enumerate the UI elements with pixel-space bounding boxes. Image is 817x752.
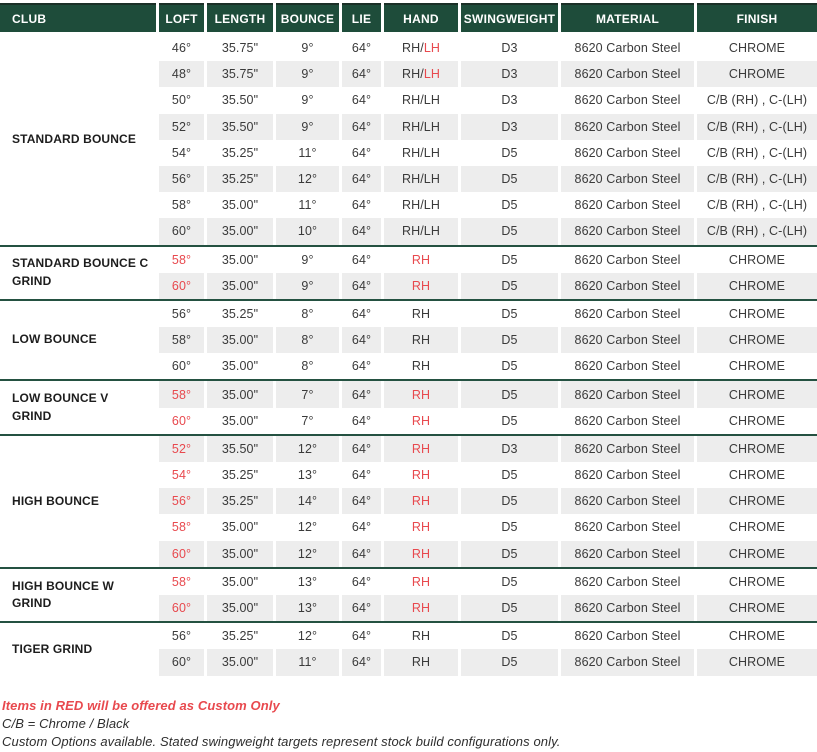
note: Items in RED will be offered as Custom Only	[2, 697, 280, 713]
section-rows	[159, 381, 817, 433]
note: C/B = Chrome / Black	[2, 715, 130, 731]
cell-swingweight: D5	[501, 198, 518, 213]
cell-material: 8620 Carbon Steel	[574, 41, 681, 56]
cell-finish: C/B (RH) , C-(LH)	[697, 114, 817, 140]
cell-lie: 64°	[342, 166, 381, 192]
cell-bounce: 12°	[297, 520, 318, 535]
cell-loft: 54°	[171, 468, 192, 483]
cell-length: 35.00"	[221, 413, 259, 428]
cell-hand: RH/LH	[384, 166, 458, 192]
cell-length: 35.25"	[221, 145, 259, 160]
cell-swingweight: D5	[461, 327, 558, 353]
cell-swingweight: D5	[461, 649, 558, 675]
club-cell: HIGH BOUNCE W GRIND	[12, 578, 114, 610]
section-high-bounce-w-grind	[0, 569, 817, 621]
cell-hand: RH	[384, 595, 458, 621]
cell-material: 8620 Carbon Steel	[574, 629, 681, 644]
cell-lie: 64°	[342, 436, 381, 462]
section-rows	[159, 35, 817, 245]
table-header-row	[0, 3, 817, 32]
cell-lie: 64°	[351, 359, 372, 374]
cell-hand: RH	[384, 273, 458, 299]
cell-material: 8620 Carbon Steel	[561, 595, 694, 621]
cell-hand: RH	[411, 306, 431, 321]
cell-length: 35.00"	[207, 595, 273, 621]
cell-lie: 64°	[342, 488, 381, 514]
cell-material: 8620 Carbon Steel	[574, 198, 681, 213]
cell-length: 35.25"	[221, 468, 259, 483]
cell-loft: 46°	[171, 41, 192, 56]
spec-row	[159, 514, 817, 540]
cell-material: 8620 Carbon Steel	[561, 488, 694, 514]
cell-hand: RH	[411, 413, 431, 428]
cell-swingweight: D5	[501, 574, 518, 589]
hand-lh-text: LH	[423, 41, 440, 56]
cell-bounce: 14°	[276, 488, 339, 514]
section-rows	[159, 569, 817, 621]
cell-finish: CHROME	[728, 468, 786, 483]
cell-swingweight: D5	[501, 252, 518, 267]
header-cell-hand: HAND	[384, 3, 458, 32]
cell-lie: 64°	[342, 541, 381, 567]
cell-lie: 64°	[351, 306, 372, 321]
cell-lie: 64°	[342, 114, 381, 140]
cell-hand: RH	[411, 574, 431, 589]
club-cell: LOW BOUNCE	[12, 332, 97, 347]
cell-length: 35.25"	[221, 306, 259, 321]
cell-lie: 64°	[342, 381, 381, 407]
header-cell-swingweight: SWINGWEIGHT	[461, 3, 558, 32]
cell-swingweight: D5	[461, 273, 558, 299]
cell-bounce: 8°	[301, 306, 314, 321]
header-cell-loft: LOFT	[159, 3, 204, 32]
cell-hand: RH	[411, 359, 431, 374]
cell-loft: 52°	[159, 114, 204, 140]
cell-material: 8620 Carbon Steel	[561, 218, 694, 244]
cell-swingweight: D3	[461, 61, 558, 87]
cell-material: 8620 Carbon Steel	[574, 574, 681, 589]
cell-loft: 58°	[171, 574, 192, 589]
cell-length: 35.00"	[207, 381, 273, 407]
cell-swingweight: D5	[461, 218, 558, 244]
cell-bounce: 13°	[276, 595, 339, 621]
header-cell-finish: FINISH	[697, 3, 817, 32]
cell-loft: 60°	[159, 649, 204, 675]
cell-loft: 58°	[171, 252, 192, 267]
cell-finish: CHROME	[697, 381, 817, 407]
cell-lie: 64°	[342, 649, 381, 675]
cell-finish: C/B (RH) , C-(LH)	[697, 218, 817, 244]
cell-material: 8620 Carbon Steel	[561, 649, 694, 675]
spec-row	[159, 541, 817, 567]
cell-hand: RH/LH	[401, 145, 440, 160]
cell-finish: CHROME	[728, 574, 786, 589]
section-tiger-grind	[0, 623, 817, 675]
spec-row	[159, 381, 817, 407]
cell-material: 8620 Carbon Steel	[561, 114, 694, 140]
cell-finish: CHROME	[728, 520, 786, 535]
cell-material: 8620 Carbon Steel	[574, 413, 681, 428]
cell-loft: 58°	[159, 327, 204, 353]
cell-hand: RH	[411, 520, 431, 535]
cell-finish: CHROME	[697, 595, 817, 621]
cell-swingweight: D3	[501, 41, 518, 56]
cell-material: 8620 Carbon Steel	[561, 381, 694, 407]
cell-finish: CHROME	[728, 413, 786, 428]
hand-rh-text: RH/	[401, 67, 424, 82]
cell-material: 8620 Carbon Steel	[574, 520, 681, 535]
section-rows	[159, 623, 817, 675]
club-cell: TIGER GRIND	[12, 641, 93, 656]
cell-loft: 60°	[159, 218, 204, 244]
spec-row	[159, 140, 817, 166]
cell-bounce: 12°	[276, 436, 339, 462]
cell-finish: CHROME	[697, 436, 817, 462]
cell-swingweight: D5	[461, 381, 558, 407]
cell-loft: 60°	[159, 541, 204, 567]
cell-finish: CHROME	[728, 306, 786, 321]
cell-hand: RH/LH	[384, 218, 458, 244]
cell-bounce: 9°	[276, 61, 339, 87]
cell-bounce: 11°	[298, 198, 317, 213]
cell-lie: 64°	[351, 574, 372, 589]
cell-finish: CHROME	[697, 488, 817, 514]
cell-bounce: 9°	[301, 93, 314, 108]
cell-length: 35.00"	[207, 541, 273, 567]
cell-bounce: 11°	[276, 649, 339, 675]
cell-length: 35.00"	[221, 574, 259, 589]
table-body	[0, 35, 817, 676]
cell-finish: C/B (RH) , C-(LH)	[706, 93, 808, 108]
cell-length: 35.00"	[221, 520, 259, 535]
hand-rh-text: RH/	[401, 41, 424, 56]
cell-lie: 64°	[351, 93, 372, 108]
cell-hand: RH	[411, 629, 431, 644]
cell-hand: RH	[411, 468, 431, 483]
cell-loft: 56°	[171, 306, 192, 321]
section-low-bounce	[0, 301, 817, 380]
cell-swingweight: D5	[501, 520, 518, 535]
cell-bounce: 12°	[276, 541, 339, 567]
cell-length: 35.00"	[207, 327, 273, 353]
cell-loft: 58°	[171, 520, 192, 535]
cell-loft: 60°	[171, 413, 192, 428]
cell-length: 35.00"	[221, 359, 259, 374]
cell-lie: 64°	[351, 198, 372, 213]
cell-swingweight: D5	[501, 413, 518, 428]
cell-material: 8620 Carbon Steel	[574, 359, 681, 374]
cell-hand: RH	[384, 327, 458, 353]
header-cell-material: MATERIAL	[561, 3, 694, 32]
section-standard-bounce	[0, 35, 817, 245]
cell-hand: RH/LH	[401, 198, 440, 213]
cell-finish: CHROME	[697, 649, 817, 675]
cell-hand: RH	[384, 649, 458, 675]
cell-bounce: 10°	[276, 218, 339, 244]
header-cell-length: LENGTH	[207, 3, 273, 32]
cell-swingweight: D5	[501, 468, 518, 483]
cell-lie: 64°	[351, 145, 372, 160]
cell-loft: 48°	[159, 61, 204, 87]
cell-material: 8620 Carbon Steel	[561, 273, 694, 299]
cell-material: 8620 Carbon Steel	[561, 61, 694, 87]
cell-loft: 52°	[159, 436, 204, 462]
section-high-bounce	[0, 436, 817, 567]
cell-finish: CHROME	[697, 273, 817, 299]
section-rows	[159, 436, 817, 567]
cell-loft: 56°	[171, 629, 192, 644]
cell-lie: 64°	[342, 218, 381, 244]
spec-row	[159, 273, 817, 299]
cell-bounce: 11°	[298, 145, 317, 160]
club-cell: STANDARD BOUNCE	[12, 132, 137, 147]
cell-lie: 64°	[351, 520, 372, 535]
cell-swingweight: D5	[501, 629, 518, 644]
note: Custom Options available. Stated swingweight targets represent stock build configurations only.	[2, 734, 561, 750]
club-cell: HIGH BOUNCE	[12, 493, 99, 508]
cell-swingweight: D5	[461, 488, 558, 514]
club-cell: LOW BOUNCE V GRIND	[12, 391, 109, 423]
spec-row	[159, 408, 817, 434]
cell-finish: CHROME	[697, 327, 817, 353]
cell-lie: 64°	[351, 413, 372, 428]
cell-loft: 58°	[171, 198, 192, 213]
cell-length: 35.25"	[221, 629, 259, 644]
cell-bounce: 13°	[297, 574, 318, 589]
section-rows	[159, 301, 817, 380]
club-cell: STANDARD BOUNCE C GRIND	[12, 256, 149, 288]
cell-lie: 64°	[351, 41, 372, 56]
cell-material: 8620 Carbon Steel	[574, 93, 681, 108]
spec-row	[159, 623, 817, 649]
cell-bounce: 9°	[276, 273, 339, 299]
cell-bounce: 8°	[276, 327, 339, 353]
cell-swingweight: D3	[501, 93, 518, 108]
cell-hand: RH/LH	[401, 93, 440, 108]
cell-material: 8620 Carbon Steel	[561, 327, 694, 353]
cell-finish: C/B (RH) , C-(LH)	[697, 166, 817, 192]
cell-hand: RH	[384, 436, 458, 462]
section-standard-bounce-c-grind	[0, 247, 817, 299]
spec-row	[159, 247, 817, 273]
cell-finish: C/B (RH) , C-(LH)	[706, 198, 808, 213]
cell-lie: 64°	[342, 273, 381, 299]
cell-swingweight: D5	[461, 595, 558, 621]
cell-length: 35.75"	[207, 61, 273, 87]
cell-finish: CHROME	[728, 629, 786, 644]
cell-length: 35.50"	[207, 114, 273, 140]
cell-bounce: 7°	[301, 413, 314, 428]
cell-length: 35.00"	[207, 273, 273, 299]
spec-row	[159, 61, 817, 87]
cell-length: 35.50"	[207, 436, 273, 462]
cell-bounce: 9°	[301, 41, 314, 56]
spec-row	[159, 488, 817, 514]
spec-row	[159, 114, 817, 140]
cell-finish: CHROME	[697, 61, 817, 87]
cell-bounce: 12°	[297, 629, 318, 644]
header-cell-lie: LIE	[342, 3, 381, 32]
cell-bounce: 12°	[276, 166, 339, 192]
footnotes	[0, 697, 817, 752]
spec-row	[159, 569, 817, 595]
cell-material: 8620 Carbon Steel	[561, 541, 694, 567]
spec-row	[159, 218, 817, 244]
cell-loft: 60°	[159, 595, 204, 621]
cell-hand	[384, 61, 458, 87]
cell-length: 35.75"	[221, 41, 259, 56]
cell-finish: CHROME	[728, 359, 786, 374]
section-low-bounce-v-grind	[0, 381, 817, 433]
cell-length: 35.25"	[207, 488, 273, 514]
cell-material: 8620 Carbon Steel	[574, 306, 681, 321]
cell-length: 35.00"	[207, 649, 273, 675]
header-cell-bounce: BOUNCE	[276, 3, 339, 32]
cell-material: 8620 Carbon Steel	[561, 436, 694, 462]
cell-lie: 64°	[342, 327, 381, 353]
cell-swingweight: D3	[461, 436, 558, 462]
cell-bounce: 13°	[297, 468, 318, 483]
cell-finish: CHROME	[697, 541, 817, 567]
spec-row	[159, 649, 817, 675]
cell-loft: 56°	[159, 166, 204, 192]
hand-lh-text: LH	[423, 67, 440, 82]
spec-row	[159, 35, 817, 61]
cell-lie: 64°	[351, 252, 372, 267]
cell-lie: 64°	[351, 468, 372, 483]
cell-material: 8620 Carbon Steel	[561, 166, 694, 192]
cell-swingweight: D5	[461, 166, 558, 192]
cell-swingweight: D5	[501, 359, 518, 374]
cell-lie: 64°	[342, 61, 381, 87]
cell-lie: 64°	[351, 629, 372, 644]
cell-loft: 50°	[171, 93, 192, 108]
spec-row	[159, 192, 817, 218]
cell-hand: RH	[411, 252, 431, 267]
cell-length: 35.00"	[207, 218, 273, 244]
spec-row	[159, 327, 817, 353]
cell-finish: CHROME	[728, 41, 786, 56]
cell-hand: RH	[384, 488, 458, 514]
cell-finish: C/B (RH) , C-(LH)	[706, 145, 808, 160]
cell-bounce: 7°	[276, 381, 339, 407]
cell-swingweight: D3	[461, 114, 558, 140]
cell-hand: RH	[384, 381, 458, 407]
cell-length: 35.50"	[221, 93, 259, 108]
cell-finish: CHROME	[728, 252, 786, 267]
spec-row	[159, 87, 817, 113]
spec-row	[159, 301, 817, 327]
cell-hand	[384, 35, 458, 61]
cell-swingweight: D5	[501, 145, 518, 160]
cell-loft: 58°	[159, 381, 204, 407]
cell-lie: 64°	[342, 595, 381, 621]
cell-length: 35.25"	[207, 166, 273, 192]
section-rows	[159, 247, 817, 299]
cell-swingweight: D5	[461, 541, 558, 567]
cell-hand: RH/LH	[384, 114, 458, 140]
cell-loft: 60°	[171, 359, 192, 374]
cell-material: 8620 Carbon Steel	[574, 252, 681, 267]
cell-loft: 60°	[159, 273, 204, 299]
spec-row	[159, 353, 817, 379]
spec-row	[159, 436, 817, 462]
spec-row	[159, 595, 817, 621]
cell-swingweight: D5	[501, 306, 518, 321]
cell-bounce: 9°	[301, 252, 314, 267]
cell-material: 8620 Carbon Steel	[574, 145, 681, 160]
cell-hand: RH	[384, 541, 458, 567]
cell-bounce: 9°	[276, 114, 339, 140]
cell-length: 35.00"	[221, 198, 259, 213]
cell-material: 8620 Carbon Steel	[574, 468, 681, 483]
spec-row	[159, 166, 817, 192]
header-cell-club: CLUB	[0, 3, 156, 32]
spec-row	[159, 462, 817, 488]
cell-loft: 54°	[171, 145, 192, 160]
cell-length: 35.00"	[221, 252, 259, 267]
cell-bounce: 8°	[301, 359, 314, 374]
cell-loft: 56°	[159, 488, 204, 514]
